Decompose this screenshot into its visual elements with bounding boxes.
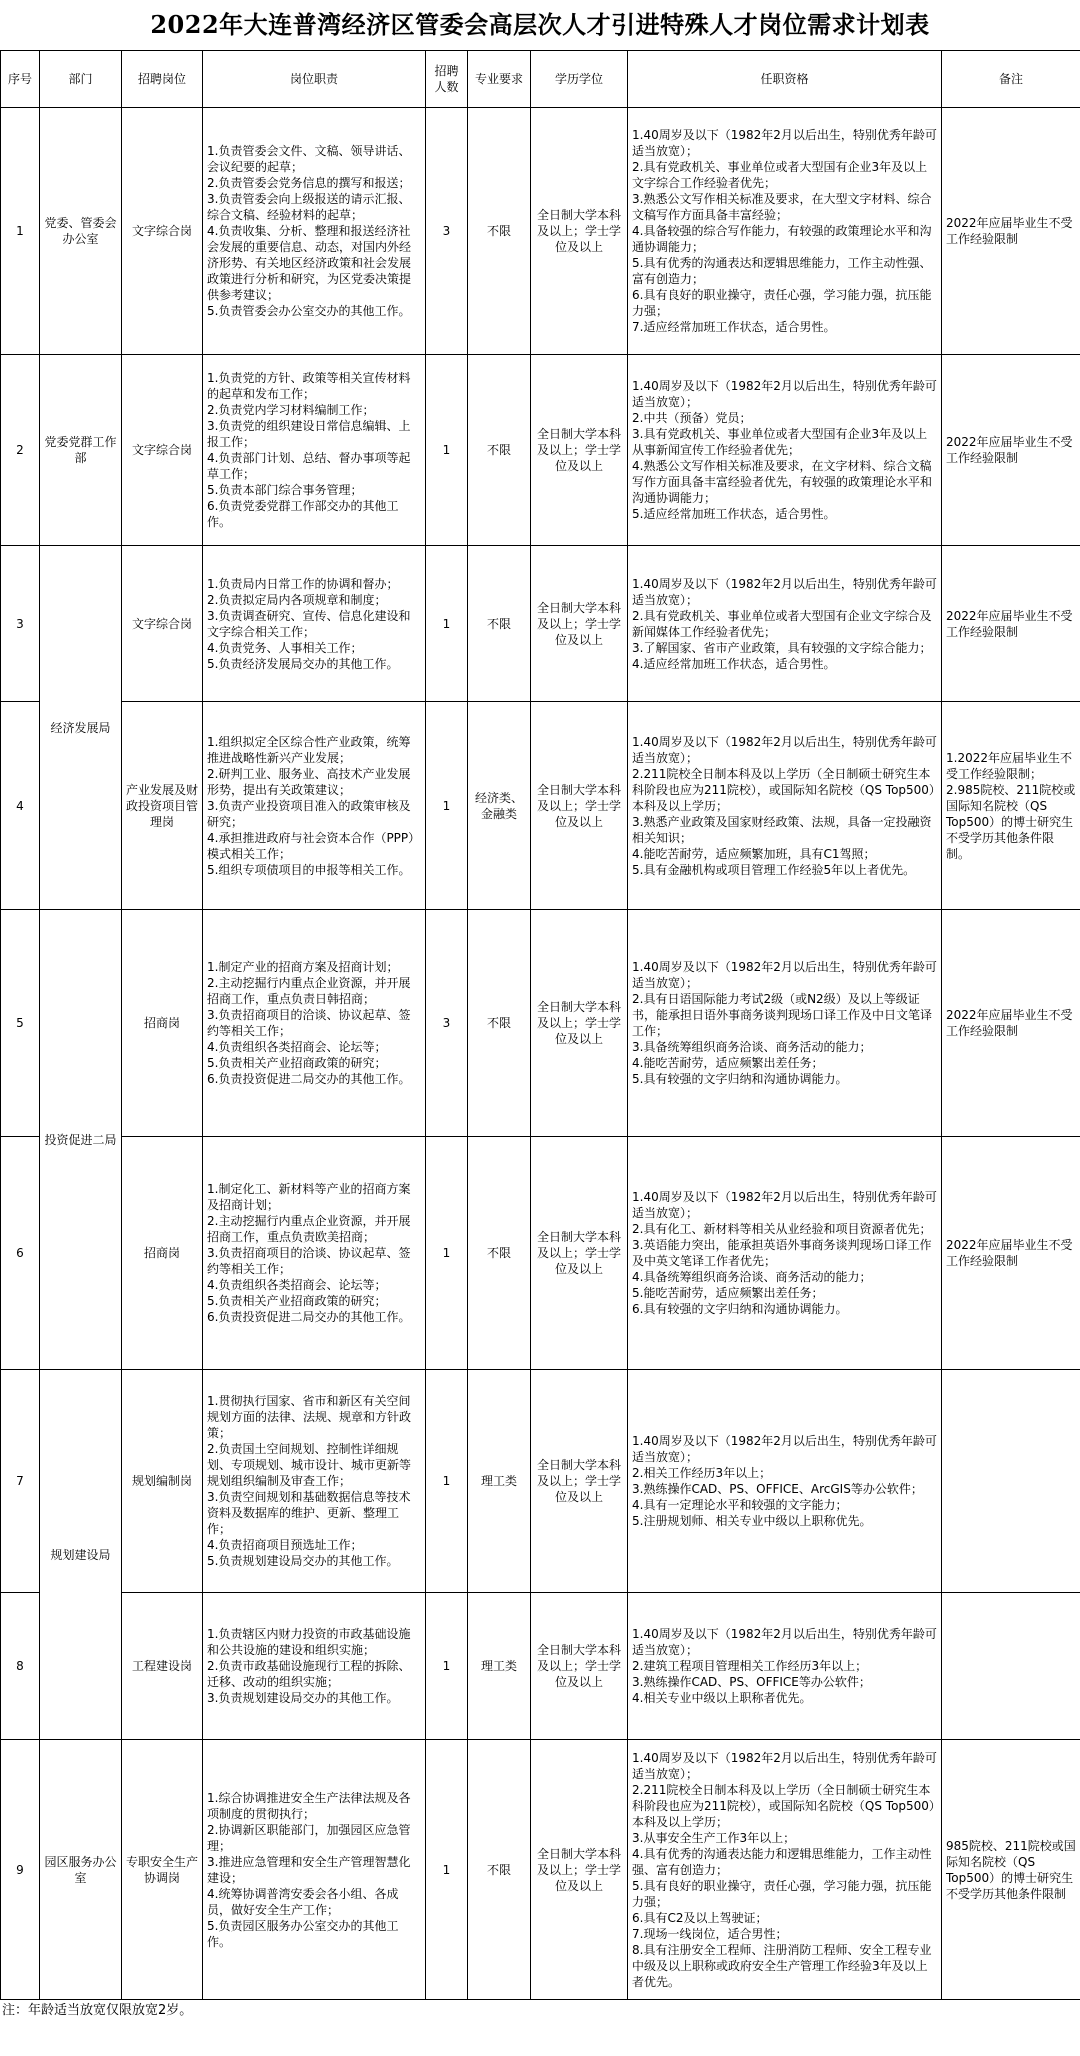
cell-position: 产业发展及财政投资项目管理岗 bbox=[122, 702, 203, 910]
cell-qual-line: 2.中共（预备）党员； bbox=[632, 411, 752, 425]
cell-duty-line: 1.负责党的方针、政策等相关宣传材料的起草和发布工作； bbox=[207, 371, 411, 401]
cell-duty-line: 2.负责管委会党务信息的撰写和报送； bbox=[207, 176, 411, 190]
cell-position: 文字综合岗 bbox=[122, 108, 203, 355]
cell-duty bbox=[203, 910, 426, 1137]
cell-edu: 全日制大学本科及以上；学士学位及以上 bbox=[531, 108, 628, 355]
header-edu: 学历学位 bbox=[531, 51, 628, 108]
cell-count: 1 bbox=[426, 702, 468, 910]
cell-count: 1 bbox=[426, 546, 468, 702]
cell-duty-line: 4.负责部门计划、总结、督办事项等起草工作； bbox=[207, 451, 411, 481]
cell-seq: 3 bbox=[1, 546, 40, 702]
cell-qual-line: 6.具有较强的文字归纳和沟通协调能力。 bbox=[632, 1302, 848, 1316]
cell-qual-line: 4.具有一定理论水平和较强的文字能力； bbox=[632, 1498, 848, 1512]
cell-note-line: 2022年应届毕业生不受工作经验限制 bbox=[946, 216, 1073, 246]
cell-qual-line: 5.具有优秀的沟通表达和逻辑思维能力，工作主动性强、富有创造力； bbox=[632, 256, 932, 286]
header-dept: 部门 bbox=[40, 51, 122, 108]
cell-major: 不限 bbox=[468, 355, 531, 546]
cell-qual-line: 2.211院校全日制本科及以上学历（全日制硕士研究生本科阶段也应为211院校），或国际知名院校（QS Top500）本科及以上学历； bbox=[632, 766, 935, 813]
cell-seq: 2 bbox=[1, 355, 40, 546]
cell-qual-line: 3.熟练操作CAD、PS、OFFICE等办公软件； bbox=[632, 1675, 871, 1689]
cell-duty-line: 6.负责投资促进二局交办的其他工作。 bbox=[207, 1310, 411, 1324]
cell-duty-line: 3.负责管委会向上级报送的请示汇报、综合文稿、经验材料的起草； bbox=[207, 192, 411, 222]
cell-count: 1 bbox=[426, 1137, 468, 1370]
cell-edu: 全日制大学本科及以上；学士学位及以上 bbox=[531, 910, 628, 1137]
cell-qual-line: 3.从事安全生产工作3年以上； bbox=[632, 1830, 796, 1845]
cell-qual-line: 3.英语能力突出，能承担英语外事商务谈判现场口译工作及中英文笔译工作者优先； bbox=[632, 1238, 932, 1268]
cell-qual-line: 4.能吃苦耐劳，适应频繁出差任务； bbox=[632, 1056, 824, 1070]
cell-duty-line: 4.负责收集、分析、整理和报送经济社会发展的重要信息、动态，对国内外经济形势、有关地区经济政策和社会发展政策进行分析和研究，为区党委决策提供参考建议； bbox=[207, 224, 412, 302]
cell-qual bbox=[628, 1593, 942, 1740]
cell-edu: 全日制大学本科及以上；学士学位及以上 bbox=[531, 355, 628, 546]
cell-qual-line: 7.适应经常加班工作状态，适合男性。 bbox=[632, 320, 836, 334]
cell-note-line: 2022年应届毕业生不受工作经验限制 bbox=[946, 435, 1073, 465]
cell-duty-line: 3.负责招商项目的洽谈、协议起草、签约等相关工作； bbox=[207, 1246, 411, 1276]
cell-duty-line: 5.负责管委会办公室交办的其他工作。 bbox=[207, 304, 411, 318]
cell-qual-line: 7.现场一线岗位，适合男性； bbox=[632, 1926, 788, 1941]
cell-note-line: 1.2022年应届毕业生不受工作经验限制； bbox=[946, 750, 1072, 781]
cell-duty-line: 4.负责组织各类招商会、论坛等； bbox=[207, 1278, 387, 1292]
cell-dept: 园区服务办公室 bbox=[40, 1740, 122, 2000]
page-title: 2022年大连普湾经济区管委会高层次人才引进特殊人才岗位需求计划表 bbox=[150, 10, 930, 39]
cell-qual-line: 1.40周岁及以下（1982年2月以后出生，特别优秀年龄可适当放宽）； bbox=[632, 1750, 937, 1781]
table-row bbox=[1, 546, 1080, 702]
cell-qual-line: 1.40周岁及以下（1982年2月以后出生，特别优秀年龄可适当放宽）； bbox=[632, 1627, 937, 1657]
cell-qual-line: 5.具有良好的职业操守，责任心强，学习能力强，抗压能力强； bbox=[632, 1878, 932, 1909]
header-count: 招聘人数 bbox=[426, 51, 468, 108]
cell-major: 不限 bbox=[468, 1740, 531, 2000]
cell-duty bbox=[203, 355, 426, 546]
cell-note bbox=[942, 1740, 1080, 2000]
cell-qual-line: 2.建筑工程项目管理相关工作经历3年以上； bbox=[632, 1659, 868, 1673]
cell-duty-line: 3.负责招商项目的洽谈、协议起草、签约等相关工作； bbox=[207, 1008, 411, 1038]
table-row bbox=[1, 355, 1080, 546]
cell-duty-line: 1.制定化工、新材料等产业的招商方案及招商计划； bbox=[207, 1182, 411, 1212]
cell-seq: 5 bbox=[1, 910, 40, 1137]
cell-dept: 党委党群工作部 bbox=[40, 355, 122, 546]
cell-duty-line: 3.负责党的组织建设日常信息编辑、上报工作； bbox=[207, 419, 411, 449]
cell-duty-line: 1.负责辖区内财力投资的市政基础设施和公共设施的建设和组织实施； bbox=[207, 1627, 411, 1657]
cell-duty-line: 4.负责招商项目预选址工作； bbox=[207, 1538, 363, 1552]
cell-duty-line: 2.负责党内学习材料编制工作； bbox=[207, 403, 375, 417]
cell-note-line: 2022年应届毕业生不受工作经验限制 bbox=[946, 1008, 1073, 1038]
cell-seq: 7 bbox=[1, 1370, 40, 1593]
cell-count: 3 bbox=[426, 108, 468, 355]
cell-note bbox=[942, 1370, 1080, 1593]
cell-qual-line: 3.熟练操作CAD、PS、OFFICE、ArcGIS等办公软件； bbox=[632, 1482, 923, 1496]
cell-duty-line: 2.负责国土空间规划、控制性详细规划、专项规划、城市设计、城市更新等规划组织编制及审查工作； bbox=[207, 1442, 412, 1488]
cell-duty-line: 1.负责局内日常工作的协调和督办； bbox=[207, 576, 399, 591]
cell-duty-line: 1.组织拟定全区综合性产业政策，统筹推进战略性新兴产业发展； bbox=[207, 734, 411, 765]
cell-duty-line: 3.负责规划建设局交办的其他工作。 bbox=[207, 1691, 399, 1705]
cell-qual-line: 1.40周岁及以下（1982年2月以后出生，特别优秀年龄可适当放宽）； bbox=[632, 1190, 937, 1220]
table-row bbox=[1, 910, 1080, 1137]
cell-duty-line: 5.负责相关产业招商政策的研究； bbox=[207, 1294, 387, 1308]
cell-qual-line: 4.能吃苦耐劳，适应频繁加班，具有C1驾照； bbox=[632, 846, 876, 861]
cell-note-line: 2022年应届毕业生不受工作经验限制 bbox=[946, 608, 1073, 639]
cell-major: 不限 bbox=[468, 910, 531, 1137]
cell-major: 不限 bbox=[468, 546, 531, 702]
cell-duty-line: 5.负责园区服务办公室交办的其他工作。 bbox=[207, 1918, 399, 1949]
cell-duty-line: 1.贯彻执行国家、省市和新区有关空间规划方面的法律、法规、规章和方针政策； bbox=[207, 1394, 412, 1440]
cell-duty-line: 6.负责党委党群工作部交办的其他工作。 bbox=[207, 499, 399, 529]
cell-duty-line: 1.负责管委会文件、文稿、领导讲话、会议纪要的起草； bbox=[207, 144, 411, 174]
cell-duty-line: 5.负责本部门综合事务管理； bbox=[207, 483, 363, 497]
cell-qual-line: 1.40周岁及以下（1982年2月以后出生，特别优秀年龄可适当放宽）； bbox=[632, 576, 937, 607]
cell-edu: 全日制大学本科及以上；学士学位及以上 bbox=[531, 1370, 628, 1593]
cell-qual-line: 4.熟悉公文写作相关标准及要求，在文字材料、综合文稿写作方面具备丰富经验者优先，有较强的政策理论水平和沟通协调能力； bbox=[632, 459, 933, 505]
header-duty: 岗位职责 bbox=[203, 51, 426, 108]
cell-seq: 9 bbox=[1, 1740, 40, 2000]
cell-qual-line: 4.相关专业中级以上职称者优先。 bbox=[632, 1691, 812, 1705]
cell-qual-line: 1.40周岁及以下（1982年2月以后出生，特别优秀年龄可适当放宽）； bbox=[632, 128, 937, 158]
cell-duty bbox=[203, 1740, 426, 2000]
cell-dept: 党委、管委会办公室 bbox=[40, 108, 122, 355]
table-row bbox=[1, 1370, 1080, 1593]
cell-note bbox=[942, 546, 1080, 702]
cell-count: 1 bbox=[426, 1370, 468, 1593]
cell-note-line: 2022年应届毕业生不受工作经验限制 bbox=[946, 1238, 1073, 1268]
cell-duty bbox=[203, 1137, 426, 1370]
header-position: 招聘岗位 bbox=[122, 51, 203, 108]
cell-qual bbox=[628, 1137, 942, 1370]
cell-qual-line: 5.适应经常加班工作状态，适合男性。 bbox=[632, 507, 836, 521]
cell-note bbox=[942, 702, 1080, 910]
recruitment-table bbox=[0, 50, 1080, 2000]
cell-qual-line: 2.具有党政机关、事业单位或者大型国有企业3年及以上文字综合工作经验者优先； bbox=[632, 160, 928, 190]
cell-position: 文字综合岗 bbox=[122, 546, 203, 702]
cell-edu: 全日制大学本科及以上；学士学位及以上 bbox=[531, 546, 628, 702]
cell-qual-line: 3.具有党政机关、事业单位或者大型国有企业3年及以上从事新闻宣传工作经验者优先； bbox=[632, 427, 928, 457]
cell-edu: 全日制大学本科及以上；学士学位及以上 bbox=[531, 1137, 628, 1370]
cell-qual-line: 1.40周岁及以下（1982年2月以后出生，特别优秀年龄可适当放宽）； bbox=[632, 960, 937, 990]
cell-qual bbox=[628, 1370, 942, 1593]
cell-duty-line: 4.统筹协调普湾安委会各小组、各成员，做好安全生产工作； bbox=[207, 1886, 399, 1917]
table-row bbox=[1, 702, 1080, 910]
cell-note-line: 2.985院校、211院校或国际知名院校（QS Top500）的博士研究生不受学历其他条件限制。 bbox=[946, 782, 1076, 861]
cell-duty-line: 1.制定产业的招商方案及招商计划； bbox=[207, 960, 399, 974]
header-note: 备注 bbox=[942, 51, 1080, 108]
cell-dept: 经济发展局 bbox=[40, 546, 122, 910]
cell-qual bbox=[628, 108, 942, 355]
cell-qual-line: 4.具备较强的综合写作能力，有较强的政策理论水平和沟通协调能力； bbox=[632, 224, 932, 254]
cell-count: 3 bbox=[426, 910, 468, 1137]
cell-qual-line: 1.40周岁及以下（1982年2月以后出生，特别优秀年龄可适当放宽）； bbox=[632, 1434, 937, 1464]
cell-qual-line: 1.40周岁及以下（1982年2月以后出生，特别优秀年龄可适当放宽）； bbox=[632, 379, 937, 409]
cell-duty-line: 2.协调新区职能部门，加强园区应急管理； bbox=[207, 1822, 411, 1853]
cell-duty-line: 1.综合协调推进安全生产法律法规及各项制度的贯彻执行； bbox=[207, 1790, 411, 1821]
table-row bbox=[1, 1593, 1080, 1740]
cell-qual-line: 8.具有注册安全工程师、注册消防工程师、安全工程专业中级及以上职称或政府安全生产管理工作经验3年及以上者优先。 bbox=[632, 1942, 932, 1989]
cell-qual-line: 2.具有日语国际能力考试2级（或N2级）及以上等级证书，能承担日语外事商务谈判现场口译工作及中日文笔译工作； bbox=[632, 992, 933, 1038]
cell-note bbox=[942, 910, 1080, 1137]
cell-dept: 投资促进二局 bbox=[40, 910, 122, 1370]
cell-position: 招商岗 bbox=[122, 910, 203, 1137]
cell-duty-line: 3.负责空间规划和基础数据信息等技术资料及数据库的维护、更新、整理工作； bbox=[207, 1490, 411, 1536]
cell-major: 理工类 bbox=[468, 1593, 531, 1740]
cell-count: 1 bbox=[426, 355, 468, 546]
cell-qual-line: 4.具备统筹组织商务洽谈、商务活动的能力； bbox=[632, 1270, 872, 1284]
cell-major: 经济类、金融类 bbox=[468, 702, 531, 910]
cell-qual-line: 2.具有党政机关、事业单位或者大型国有企业文字综合及新闻媒体工作经验者优先； bbox=[632, 608, 932, 639]
cell-duty-line: 4.负责组织各类招商会、论坛等； bbox=[207, 1040, 387, 1054]
cell-count: 1 bbox=[426, 1740, 468, 2000]
cell-duty-line: 4.承担推进政府与社会资本合作（PPP）模式相关工作； bbox=[207, 830, 421, 861]
cell-duty-line: 3.推进应急管理和安全生产管理智慧化建设； bbox=[207, 1854, 411, 1885]
cell-duty-line: 4.负责党务、人事相关工作； bbox=[207, 640, 363, 655]
cell-duty-line: 2.研判工业、服务业、高技术产业发展形势，提出有关政策建议； bbox=[207, 766, 411, 797]
cell-duty-line: 3.负责调查研究、宣传、信息化建设和文字综合相关工作； bbox=[207, 608, 411, 639]
header-seq: 序号 bbox=[1, 51, 40, 108]
cell-seq: 8 bbox=[1, 1593, 40, 1740]
cell-qual-line: 1.40周岁及以下（1982年2月以后出生，特别优秀年龄可适当放宽）； bbox=[632, 734, 937, 765]
cell-edu: 全日制大学本科及以上；学士学位及以上 bbox=[531, 1593, 628, 1740]
header-major: 专业要求 bbox=[468, 51, 531, 108]
cell-duty bbox=[203, 1593, 426, 1740]
cell-major: 理工类 bbox=[468, 1370, 531, 1593]
cell-qual-line: 2.具有化工、新材料等相关从业经验和项目资源者优先； bbox=[632, 1222, 932, 1236]
cell-qual-line: 5.具有金融机构或项目管理工作经验5年以上者优先。 bbox=[632, 862, 916, 877]
cell-duty-line: 2.主动挖掘行内重点企业资源，并开展招商工作，重点负责欧美招商； bbox=[207, 1214, 411, 1244]
cell-position: 规划编制岗 bbox=[122, 1370, 203, 1593]
cell-qual-line: 5.注册规划师、相关专业中级以上职称优先。 bbox=[632, 1514, 872, 1528]
cell-note-line: 985院校、211院校或国际知名院校（QS Top500）的博士研究生不受学历其他条件限制 bbox=[946, 1838, 1076, 1901]
cell-note bbox=[942, 1137, 1080, 1370]
cell-duty bbox=[203, 1370, 426, 1593]
cell-duty bbox=[203, 702, 426, 910]
cell-count: 1 bbox=[426, 1593, 468, 1740]
table-body bbox=[1, 108, 1080, 2000]
cell-qual-line: 3.了解国家、省市产业政策，具有较强的文字综合能力； bbox=[632, 640, 932, 655]
cell-position: 工程建设岗 bbox=[122, 1593, 203, 1740]
footnote: 注：年龄适当放宽仅限放宽2岁。 bbox=[2, 2003, 193, 2018]
cell-duty-line: 5.组织专项债项目的申报等相关工作。 bbox=[207, 862, 411, 877]
cell-note bbox=[942, 1593, 1080, 1740]
cell-qual-line: 3.熟悉公文写作相关标准及要求，在大型文字材料、综合文稿写作方面具备丰富经验； bbox=[632, 192, 932, 222]
cell-duty-line: 6.负责投资促进二局交办的其他工作。 bbox=[207, 1072, 411, 1086]
cell-duty bbox=[203, 546, 426, 702]
cell-dept: 规划建设局 bbox=[40, 1370, 122, 1740]
cell-seq: 1 bbox=[1, 108, 40, 355]
cell-qual-line: 2.相关工作经历3年以上； bbox=[632, 1466, 772, 1480]
cell-duty-line: 3.负责产业投资项目准入的政策审核及研究； bbox=[207, 798, 411, 829]
cell-note bbox=[942, 355, 1080, 546]
cell-qual bbox=[628, 355, 942, 546]
table-header-row bbox=[1, 51, 1080, 108]
cell-qual bbox=[628, 1740, 942, 2000]
cell-qual-line: 3.熟悉产业政策及国家财经政策、法规，具备一定投融资相关知识； bbox=[632, 814, 932, 845]
cell-qual-line: 4.适应经常加班工作状态，适合男性。 bbox=[632, 656, 836, 671]
cell-position: 文字综合岗 bbox=[122, 355, 203, 546]
cell-qual-line: 5.具有较强的文字归纳和沟通协调能力。 bbox=[632, 1072, 848, 1086]
table-row bbox=[1, 108, 1080, 355]
cell-duty-line: 5.负责相关产业招商政策的研究； bbox=[207, 1056, 387, 1070]
cell-qual-line: 6.具有C2及以上驾驶证； bbox=[632, 1910, 768, 1925]
table-row bbox=[1, 1137, 1080, 1370]
cell-seq: 4 bbox=[1, 702, 40, 910]
cell-duty-line: 2.主动挖掘行内重点企业资源，并开展招商工作，重点负责日韩招商； bbox=[207, 976, 411, 1006]
cell-note bbox=[942, 108, 1080, 355]
cell-duty-line: 5.负责规划建设局交办的其他工作。 bbox=[207, 1554, 399, 1568]
cell-qual-line: 3.具备统筹组织商务洽谈、商务活动的能力； bbox=[632, 1040, 872, 1054]
cell-qual-line: 2.211院校全日制本科及以上学历（全日制硕士研究生本科阶段也应为211院校），或国际知名院校（QS Top500）本科及以上学历； bbox=[632, 1782, 935, 1829]
cell-major: 不限 bbox=[468, 1137, 531, 1370]
cell-qual-line: 6.具有良好的职业操守，责任心强，学习能力强，抗压能力强； bbox=[632, 288, 932, 318]
cell-duty-line: 2.负责市政基础设施现行工程的拆除、迁移、改动的组织实施； bbox=[207, 1659, 411, 1689]
header-qual: 任职资格 bbox=[628, 51, 942, 108]
cell-duty-line: 2.负责拟定局内各项规章和制度； bbox=[207, 592, 387, 607]
cell-edu: 全日制大学本科及以上；学士学位及以上 bbox=[531, 1740, 628, 2000]
cell-seq: 6 bbox=[1, 1137, 40, 1370]
table-row bbox=[1, 1740, 1080, 2000]
cell-qual bbox=[628, 910, 942, 1137]
cell-position: 招商岗 bbox=[122, 1137, 203, 1370]
cell-edu: 全日制大学本科及以上；学士学位及以上 bbox=[531, 702, 628, 910]
cell-qual bbox=[628, 702, 942, 910]
cell-qual-line: 5.能吃苦耐劳，适应频繁出差任务； bbox=[632, 1286, 824, 1300]
cell-duty-line: 5.负责经济发展局交办的其他工作。 bbox=[207, 656, 399, 671]
cell-duty bbox=[203, 108, 426, 355]
cell-position: 专职安全生产协调岗 bbox=[122, 1740, 203, 2000]
cell-major: 不限 bbox=[468, 108, 531, 355]
cell-qual-line: 4.具有优秀的沟通表达能力和逻辑思维能力，工作主动性强、富有创造力； bbox=[632, 1846, 932, 1877]
cell-qual bbox=[628, 546, 942, 702]
